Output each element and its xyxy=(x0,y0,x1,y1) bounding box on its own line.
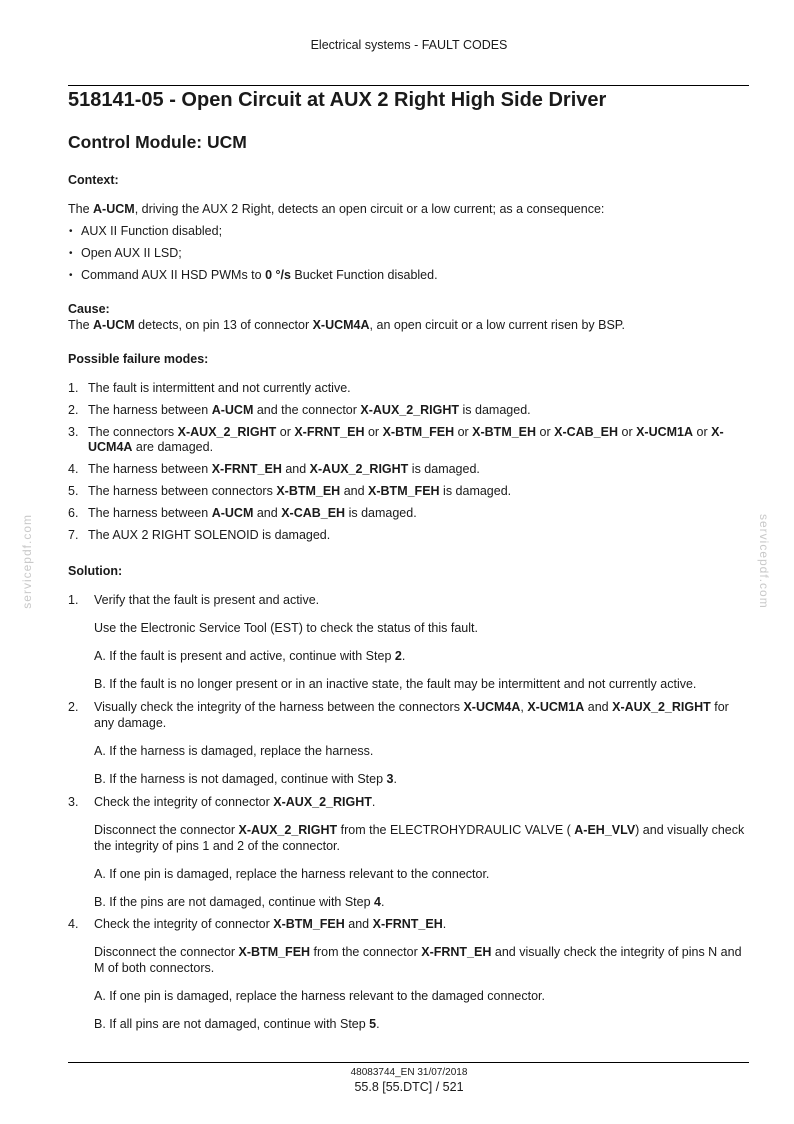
list-item xyxy=(68,528,750,544)
solution-step-2 xyxy=(68,700,750,787)
list-item xyxy=(68,506,750,522)
bold-term: X-AUX_2_RIGHT xyxy=(612,700,711,714)
step-number: 4. xyxy=(68,917,79,931)
context-section xyxy=(68,173,750,290)
document-id: 48083744_EN 31/07/2018 xyxy=(350,1067,468,1078)
bold-term: X-FRNT_EH xyxy=(421,945,492,959)
bold-term: A-UCM xyxy=(211,506,254,520)
solution-step-1 xyxy=(68,593,750,693)
step-text: Visually check the integrity of the harness between the connectors X-UCM4A, X-UCM1A and X-AUX_2_RIGHT for any damage. xyxy=(94,700,729,730)
item-number: 2. xyxy=(68,402,79,417)
cause-section xyxy=(68,302,750,333)
item-text: The harness between X-FRNT_EH and X-AUX_2_RIGHT is damaged. xyxy=(88,462,480,476)
item-number: 3. xyxy=(68,424,79,439)
step-text: Verify that the fault is present and active. xyxy=(94,593,320,607)
bold-term: X-AUX_2_RIGHT xyxy=(360,402,460,417)
bold-term: X-UCM4A xyxy=(463,700,521,714)
step-option-a: A. If one pin is damaged, replace the harness relevant to the connector. xyxy=(94,866,490,881)
bold-term: A-EH_VLV xyxy=(574,823,636,837)
cause-text: The A-UCM detects, on pin 13 of connector X-UCM4A, an open circuit or a low current risen by BSP. xyxy=(68,317,625,332)
bold-term: X-UCM4A xyxy=(88,424,724,454)
bold-term: X-UCM1A xyxy=(636,424,694,439)
step-number: 1. xyxy=(68,593,79,607)
item-number: 4. xyxy=(68,462,79,476)
item-text: The harness between A-UCM and X-CAB_EH is damaged. xyxy=(88,506,417,520)
step-detail: Disconnect the connector X-AUX_2_RIGHT from the ELECTROHYDRAULIC VALVE ( A-EH_VLV) and visually check the integrity of pins 1 and 2 of the connector. xyxy=(94,823,745,853)
bold-term: X-AUX_2_RIGHT xyxy=(309,462,409,476)
bold-term: X-UCM4A xyxy=(312,317,370,332)
step-detail: Disconnect the connector X-BTM_FEH from the connector X-FRNT_EH and visually check the integrity of pins N and M of both connectors. xyxy=(94,945,742,975)
step-text: Check the integrity of connector X-AUX_2_RIGHT. xyxy=(94,795,376,809)
solution-heading: Solution: xyxy=(68,564,123,578)
bold-term: X-AUX_2_RIGHT xyxy=(177,424,277,439)
page-title: 518141-05 - Open Circuit at AUX 2 Right High Side Driver xyxy=(68,89,607,111)
watermark-left: servicepdf.com xyxy=(20,514,34,609)
item-text: The harness between A-UCM and the connector X-AUX_2_RIGHT is damaged. xyxy=(88,402,531,417)
failure-modes-heading: Possible failure modes: xyxy=(68,352,209,366)
bold-term: 2 xyxy=(394,649,402,663)
bold-term: 4 xyxy=(374,894,381,909)
footer-rule xyxy=(68,1062,749,1063)
solution-step-4 xyxy=(68,917,750,1032)
list-item: • Open AUX II LSD; xyxy=(68,246,750,262)
bold-term: X-BTM_EH xyxy=(472,424,537,439)
bold-term: X-AUX_2_RIGHT xyxy=(238,823,338,837)
list-item xyxy=(68,425,750,456)
cause-heading: Cause: xyxy=(68,302,110,316)
page-number: 55.8 [55.DTC] / 521 xyxy=(354,1080,464,1094)
list-item: • Command AUX II HSD PWMs to 0 °/s Bucket Function disabled. xyxy=(68,268,750,284)
bold-term: 3 xyxy=(386,771,394,786)
item-number: 1. xyxy=(68,380,79,395)
bold-term: 5 xyxy=(369,1016,377,1031)
bold-term: A-UCM xyxy=(93,201,135,216)
item-number: 6. xyxy=(68,506,79,520)
context-heading: Context: xyxy=(68,173,119,187)
item-text: The connectors X-AUX_2_RIGHT or X-FRNT_EH or X-BTM_FEH or X-BTM_EH or X-CAB_EH or X-UCM1A or X-UCM4A are damaged. xyxy=(88,424,724,454)
step-option-a: A. If the fault is present and active, continue with Step 2. xyxy=(94,649,406,663)
bold-term: X-BTM_FEH xyxy=(368,484,440,498)
context-intro: The A-UCM, driving the AUX 2 Right, detects an open circuit or a low current; as a consequence: xyxy=(68,201,605,216)
step-detail: Use the Electronic Service Tool (EST) to check the status of this fault. xyxy=(94,621,478,635)
list-item xyxy=(68,484,750,500)
solution-step-3 xyxy=(68,795,750,910)
bold-term: X-BTM_FEH xyxy=(273,917,345,931)
step-option-b: B. If all pins are not damaged, continue with Step 5. xyxy=(94,1016,380,1031)
step-option-b: B. If the pins are not damaged, continue with Step 4. xyxy=(94,894,385,909)
item-number: 5. xyxy=(68,484,79,498)
bold-term: X-AUX_2_RIGHT xyxy=(273,795,372,809)
list-item xyxy=(68,403,750,419)
context-bullets xyxy=(68,224,750,284)
bold-term: 0 °/s xyxy=(265,268,291,282)
bold-term: A-UCM xyxy=(93,317,135,332)
bold-term: X-FRNT_EH xyxy=(211,462,282,476)
failure-modes-list xyxy=(68,381,750,544)
control-module-heading: Control Module: UCM xyxy=(68,132,247,152)
bold-term: X-BTM_FEH xyxy=(238,945,311,959)
step-option-b: B. If the fault is no longer present or in an inactive state, the fault may be intermittent and not currently active. xyxy=(94,677,697,691)
step-number: 3. xyxy=(68,795,79,809)
bold-term: A-UCM xyxy=(211,402,254,417)
list-item xyxy=(68,381,750,397)
item-text: The AUX 2 RIGHT SOLENOID is damaged. xyxy=(88,528,331,542)
bold-term: X-FRNT_EH xyxy=(294,424,365,439)
failure-modes-section xyxy=(68,352,750,550)
bold-term: X-CAB_EH xyxy=(554,424,619,439)
bold-term: X-FRNT_EH xyxy=(372,917,443,931)
step-number: 2. xyxy=(68,700,79,714)
solution-section xyxy=(68,564,750,580)
step-option-a: A. If one pin is damaged, replace the harness relevant to the damaged connector. xyxy=(94,988,545,1003)
header-rule xyxy=(68,85,749,86)
page-header: Electrical systems - FAULT CODES xyxy=(310,38,508,52)
item-text: The fault is intermittent and not currently active. xyxy=(88,380,351,395)
bold-term: X-UCM1A xyxy=(527,700,585,714)
step-option-a: A. If the harness is damaged, replace the harness. xyxy=(94,743,374,758)
bold-term: X-CAB_EH xyxy=(281,506,346,520)
bold-term: X-BTM_EH xyxy=(276,484,341,498)
step-text: Check the integrity of connector X-BTM_FEH and X-FRNT_EH. xyxy=(94,917,447,931)
item-text: The harness between connectors X-BTM_EH and X-BTM_FEH is damaged. xyxy=(88,484,512,498)
item-number: 7. xyxy=(68,528,79,542)
watermark-right: servicepdf.com xyxy=(757,514,771,609)
list-item: • AUX II Function disabled; xyxy=(68,224,750,240)
step-option-b: B. If the harness is not damaged, continue with Step 3. xyxy=(94,771,397,786)
bold-term: X-BTM_FEH xyxy=(382,424,455,439)
list-item xyxy=(68,462,750,478)
